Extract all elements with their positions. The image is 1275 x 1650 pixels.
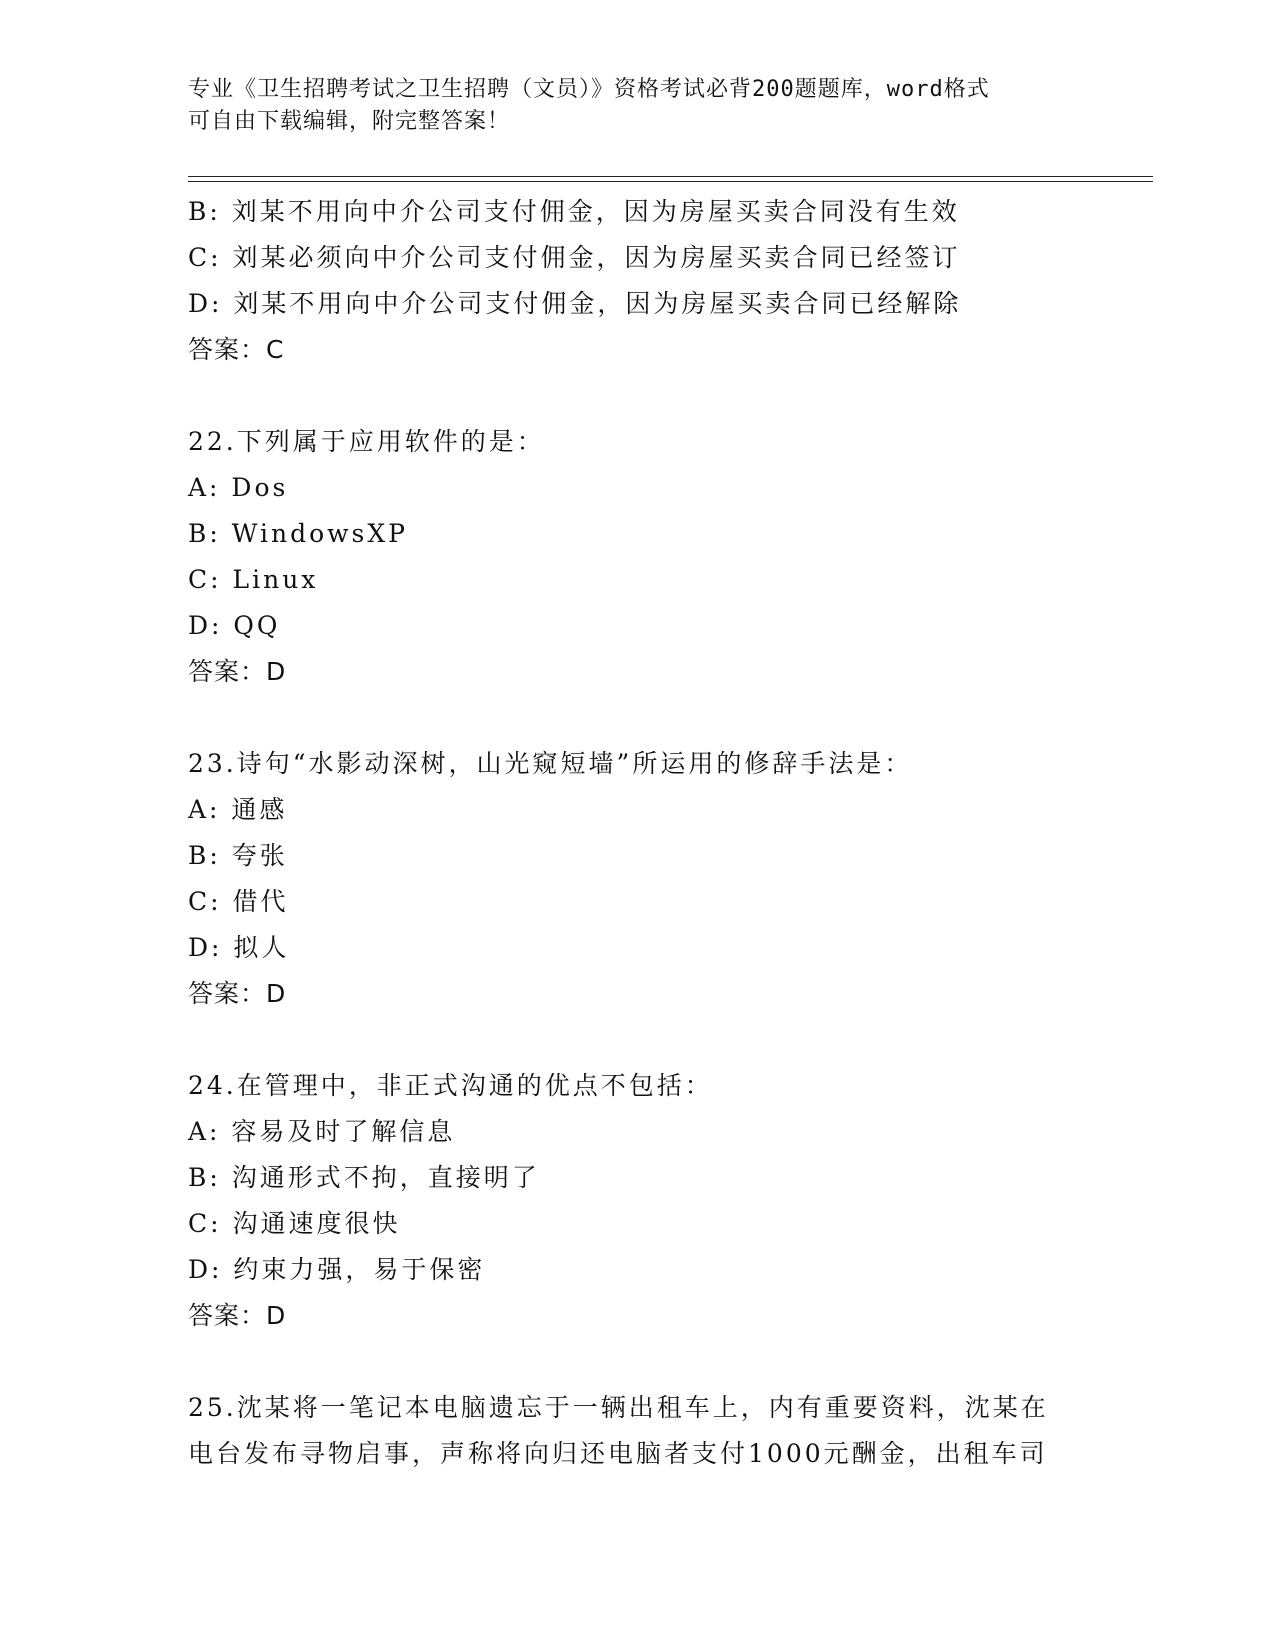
answer: 答案：C [188, 335, 285, 364]
option-b: B: WindowsXP [188, 519, 408, 548]
option-b: B: 沟通形式不拘，直接明了 [188, 1163, 540, 1192]
option-c: C: 沟通速度很快 [188, 1209, 401, 1238]
answer: 答案：D [188, 1301, 287, 1330]
question-list [188, 189, 1128, 1477]
option-d: D: QQ [188, 611, 281, 640]
header-rule-bottom [188, 181, 1153, 182]
question-text: 22.下列属于应用软件的是： [188, 427, 545, 456]
question-text: 24.在管理中，非正式沟通的优点不包括： [188, 1071, 713, 1100]
answer: 答案：D [188, 657, 287, 686]
header-line-2: 可自由下载编辑，附完整答案！ [188, 109, 511, 134]
document-header [188, 74, 1068, 138]
question-25 [188, 1385, 1128, 1477]
option-c: C: 刘某必须向中介公司支付佣金，因为房屋买卖合同已经签订 [188, 243, 961, 272]
question-23 [188, 741, 1128, 1017]
question-text-line-1: 25.沈某将一笔记本电脑遗忘于一辆出租车上，内有重要资料，沈某在 [188, 1393, 1049, 1422]
answer: 答案：D [188, 979, 287, 1008]
option-a: A: 通感 [188, 795, 288, 824]
option-a: A: Dos [188, 473, 289, 502]
question-21-tail [188, 189, 1128, 373]
option-d: D: 约束力强，易于保密 [188, 1255, 486, 1284]
option-d: D: 刘某不用向中介公司支付佣金，因为房屋买卖合同已经解除 [188, 289, 962, 318]
option-d: D: 拟人 [188, 933, 290, 962]
option-b: B: 夸张 [188, 841, 288, 870]
question-text: 23.诗句“水影动深树，山光窥短墙”所运用的修辞手法是： [188, 749, 913, 778]
option-c: C: 借代 [188, 887, 289, 916]
header-rule-top [188, 176, 1153, 177]
option-b: B: 刘某不用向中介公司支付佣金，因为房屋买卖合同没有生效 [188, 197, 960, 226]
option-c: C: Linux [188, 565, 319, 594]
question-24 [188, 1063, 1128, 1339]
option-a: A: 容易及时了解信息 [188, 1117, 456, 1146]
header-line-1: 专业《卫生招聘考试之卫生招聘（文员）》资格考试必背200题题库，word格式 [188, 77, 990, 102]
question-22 [188, 419, 1128, 695]
question-text-line-2: 电台发布寻物启事，声称将向归还电脑者支付1000元酬金，出租车司 [188, 1439, 1048, 1468]
